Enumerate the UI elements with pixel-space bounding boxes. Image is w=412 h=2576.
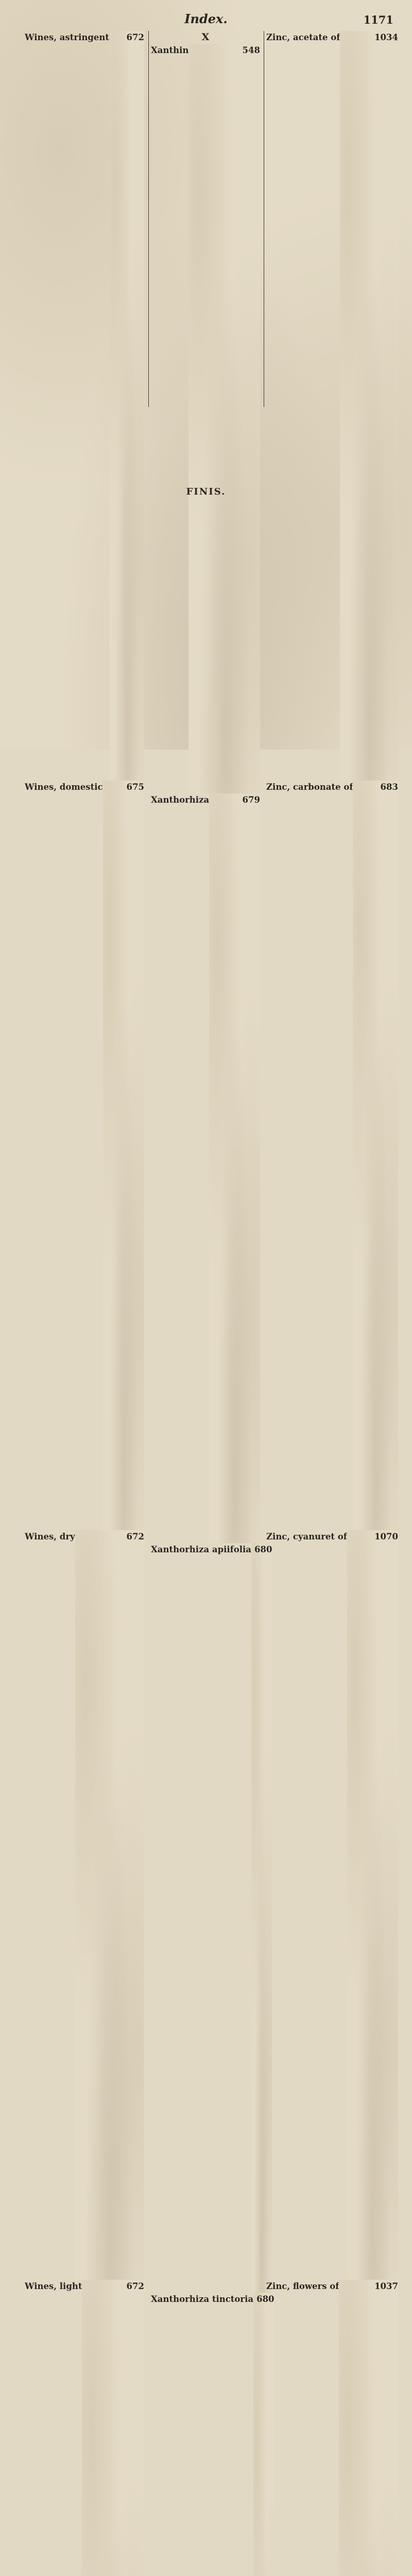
entry-page-ref: 1037 — [339, 2280, 398, 2576]
index-entry — [151, 2293, 274, 2576]
entry-page-ref: 675 — [103, 781, 144, 1530]
page-header — [0, 9, 412, 30]
entry-page-ref: 548 — [188, 44, 260, 793]
index-entry — [25, 2280, 144, 2576]
index-entry — [266, 1530, 398, 2280]
index-entry — [25, 31, 144, 781]
running-title: Index. — [184, 11, 228, 26]
index-entry — [25, 781, 144, 1530]
index-entry — [266, 781, 398, 1530]
index-entry — [151, 793, 260, 1543]
entry-term: Xanthorhiza tinctoria — [151, 2294, 254, 2304]
entry-page-ref: 672 — [75, 1530, 144, 2280]
entry-page-ref: 1034 — [340, 31, 398, 781]
entry-page-ref: 1070 — [347, 1530, 398, 2280]
index-entry — [151, 44, 260, 793]
entry-term: Zinc, flowers of — [266, 2281, 339, 2291]
entry-term: Xanthorhiza apiifolia — [151, 1545, 251, 1554]
entry-page-ref: 680 — [253, 2293, 274, 2576]
index-entry — [266, 2280, 398, 2576]
entry-page-ref: 680 — [251, 1543, 272, 2293]
entry-page-ref: 672 — [82, 2280, 144, 2576]
index-column-1 — [25, 31, 144, 2576]
entry-term: Wines, light — [25, 2281, 82, 2291]
index-entry — [266, 31, 398, 781]
entry-term: Zinc, cyanuret of — [266, 1532, 347, 1541]
index-entry — [151, 1543, 272, 2293]
entry-term: Zinc, carbonate of — [266, 782, 353, 792]
page-number: 1171 — [363, 13, 393, 26]
index-column-3 — [264, 31, 398, 2291]
entry-page-ref: 672 — [109, 31, 144, 781]
entry-term: Wines, dry — [25, 1532, 75, 1541]
letter-heading: X — [201, 31, 210, 43]
entry-page-ref: 679 — [209, 793, 260, 1543]
entry-term: Wines, astringent — [25, 32, 109, 42]
index-entry — [25, 1530, 144, 2280]
finis-mark: FINIS. — [186, 486, 226, 497]
entry-page-ref: 683 — [353, 781, 398, 1530]
entry-term: Xanthin — [151, 45, 189, 55]
entry-term: Wines, domestic — [25, 782, 103, 792]
entry-term: Xanthorhiza — [151, 795, 210, 805]
entry-term: Zinc, acetate of — [266, 32, 340, 42]
